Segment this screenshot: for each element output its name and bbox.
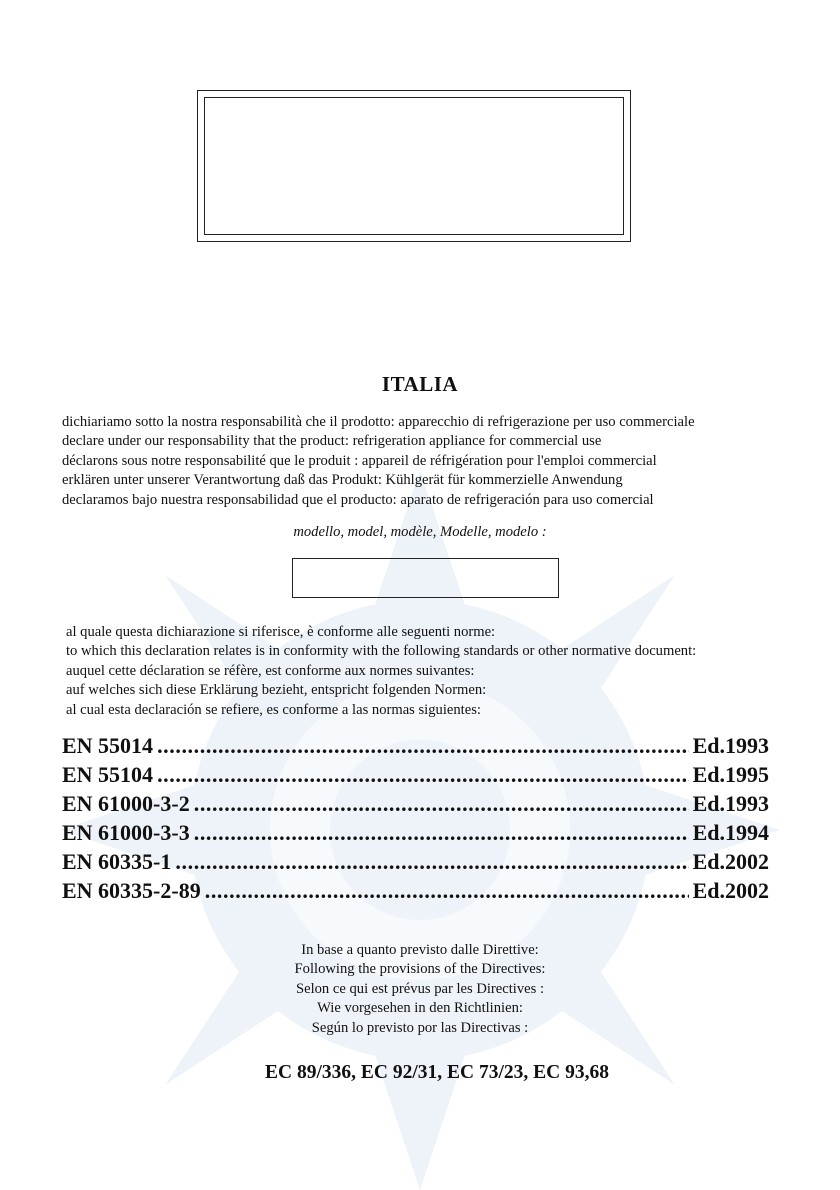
- logo-frame-inner: [204, 97, 624, 235]
- model-field: [292, 558, 559, 598]
- directive-line: Wie vorgesehen in den Richtlinien:: [317, 1000, 523, 1017]
- ec-directives: EC 89/336, EC 92/31, EC 73/23, EC 93,68: [265, 1062, 609, 1083]
- directive-line: Following the provisions of the Directives:: [294, 961, 546, 978]
- declaration-block: [62, 413, 695, 510]
- standard-edition: Ed.1993: [692, 791, 769, 816]
- standard-row: [62, 731, 769, 760]
- standard-edition: Ed.1993: [692, 733, 769, 758]
- standard-code: EN 61000-3-2: [62, 791, 190, 816]
- dot-leader: [194, 818, 689, 847]
- directive-line: Selon ce qui est prévus par les Directives :: [295, 980, 545, 997]
- standard-code: EN 61000-3-3: [62, 820, 190, 845]
- standard-edition: Ed.1995: [692, 762, 769, 787]
- directives-block: [0, 941, 840, 1038]
- model-label: modello, model, modèle, Modelle, modelo :: [293, 524, 547, 540]
- conformity-block: [66, 623, 696, 720]
- conformity-line: auquel cette déclaration se réfère, est conforme aux normes suivantes:: [66, 662, 475, 679]
- standard-code: EN 60335-1: [62, 849, 172, 874]
- standard-row: [62, 789, 769, 818]
- standard-edition: Ed.1994: [692, 820, 769, 845]
- standard-row: [62, 818, 769, 847]
- country-title: ITALIA: [381, 372, 459, 396]
- dot-leader: [175, 847, 688, 876]
- declaration-line: erklären unter unserer Verantwortung daß das Produkt: Kühlgerät für kommerzielle Anwendung: [62, 472, 623, 489]
- conformity-line: al quale questa dichiarazione si riferisce, è conforme alle seguenti norme:: [66, 624, 496, 640]
- standards-list: [62, 731, 769, 905]
- standard-row: [62, 876, 769, 905]
- conformity-line: to which this declaration relates is in conformity with the following standards or other normative document:: [66, 643, 697, 660]
- standard-code: EN 55104: [62, 762, 154, 787]
- conformity-line: auf welches sich diese Erklärung bezieht, entspricht folgenden Normen:: [66, 682, 487, 699]
- standard-edition: Ed.2002: [692, 849, 769, 874]
- dot-leader: [205, 876, 689, 905]
- dot-leader: [157, 760, 689, 789]
- standard-row: [62, 847, 769, 876]
- standard-code: EN 60335-2-89: [62, 878, 201, 903]
- declaration-line: déclarons sous notre responsabilité que le produit : appareil de réfrigération pour l'emploi commercial: [62, 452, 657, 469]
- declaration-line: declaramos bajo nuestra responsabilidad que el producto: aparato de refrigeración para uso comercial: [62, 491, 654, 508]
- standard-row: [62, 760, 769, 789]
- dot-leader: [194, 789, 689, 818]
- standard-code: EN 55014: [62, 733, 154, 758]
- conformity-line: al cual esta declaración se refiere, es conforme a las normas siguientes:: [66, 701, 481, 718]
- logo-frame: [197, 90, 631, 242]
- declaration-line: dichiariamo sotto la nostra responsabilità che il prodotto: apparecchio di refrigerazione per uso commerciale: [62, 414, 695, 430]
- declaration-line: declare under our responsability that the product: refrigeration appliance for commercial use: [62, 433, 602, 450]
- directive-line: In base a quanto previsto dalle Direttive:: [301, 942, 539, 958]
- standard-edition: Ed.2002: [692, 878, 769, 903]
- directive-line: Según lo previsto por las Directivas :: [311, 1019, 529, 1036]
- dot-leader: [157, 731, 689, 760]
